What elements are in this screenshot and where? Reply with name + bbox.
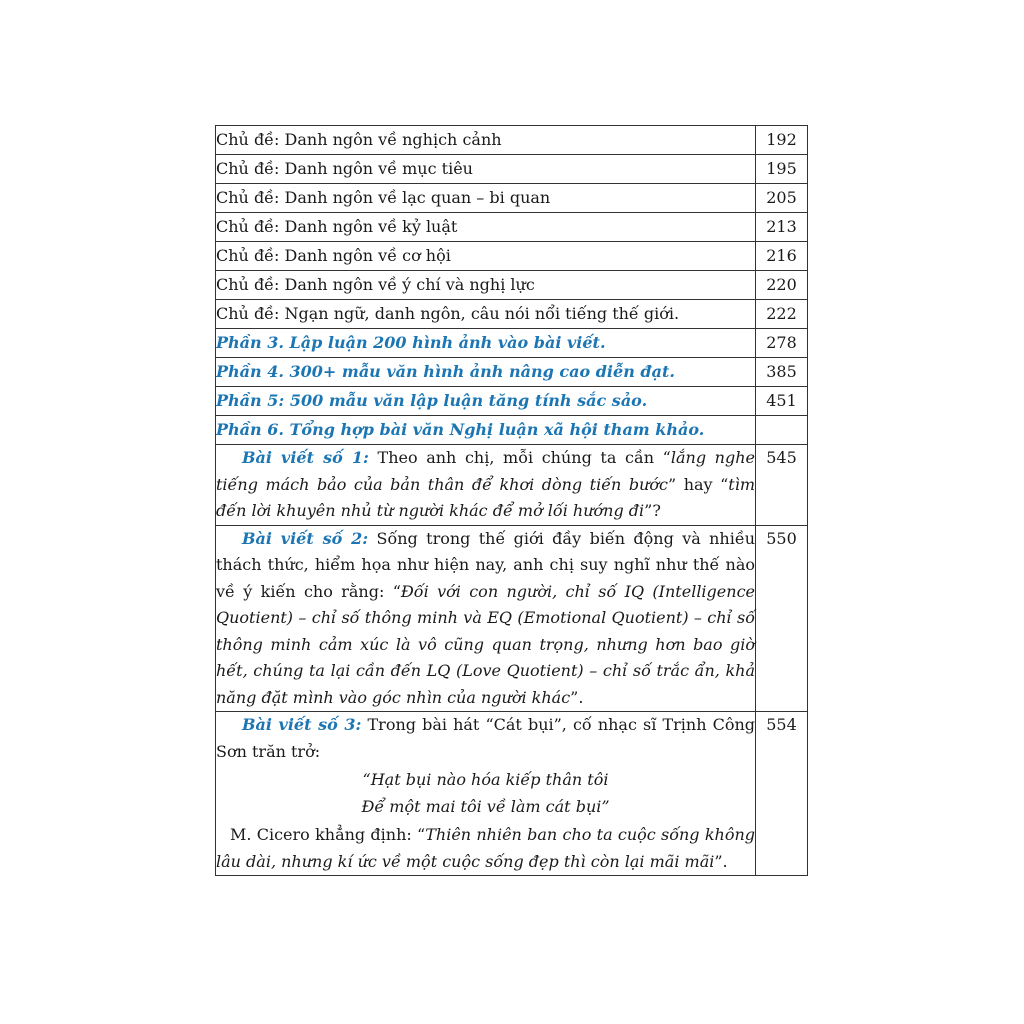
part-title: Phần 3. Lập luận 200 hình ảnh vào bài viết. [216, 329, 756, 358]
page-number: 205 [756, 184, 808, 213]
topic-title: Danh ngôn về ý chí và nghị lực [284, 275, 535, 294]
toc-row [216, 126, 808, 155]
toc-row [216, 155, 808, 184]
topic-title: Danh ngôn về mục tiêu [284, 159, 473, 178]
topic-title: Danh ngôn về lạc quan – bi quan [284, 188, 551, 207]
article-entry [216, 525, 756, 712]
poem-line: “Hạt bụi nào hóa kiếp thân tôi [362, 770, 609, 789]
topic-label: Chủ đề: [216, 159, 280, 178]
toc-row [216, 358, 808, 387]
page-number: 451 [756, 387, 808, 416]
article-text: M. Cicero khẳng định: “ [230, 825, 426, 844]
page-number: 220 [756, 271, 808, 300]
topic-label: Chủ đề: [216, 304, 280, 323]
table-of-contents [215, 125, 808, 876]
toc-entry [216, 300, 756, 329]
article-label: Bài viết số 1: [242, 448, 369, 467]
part-title: Phần 6. Tổng hợp bài văn Nghị luận xã hội tham khảo. [216, 416, 756, 445]
toc-row [216, 271, 808, 300]
page-number: 222 [756, 300, 808, 329]
article-quote: Thiên nhiên ban cho ta cuộc sống không lâu dài, nhưng kí ức về một cuộc sống đẹp thì còn lại mãi mãi [216, 825, 755, 871]
article-quote: Đối với con người, chỉ số IQ (Intelligence Quotient) – chỉ số thông minh và EQ (Emotional Quotient) – chỉ số thông minh cảm xúc là vô cũng quan trọng, nhưng hơn bao giờ hết, chúng ta lại cần đến LQ (Love Quotient) – chỉ số trắc ẩn, khả năng đặt mình vào góc nhìn của người khác [216, 581, 755, 707]
toc-row [216, 329, 808, 358]
toc-row [216, 387, 808, 416]
article-text: ”. [714, 851, 728, 871]
toc-row [216, 184, 808, 213]
part-title: Phần 4. 300+ mẫu văn hình ảnh nâng cao diễn đạt. [216, 358, 756, 387]
article-label: Bài viết số 2: [242, 528, 369, 548]
topic-label: Chủ đề: [216, 188, 280, 207]
article-text: Trong bài hát “Cát bụi”, cố nhạc sĩ Trịnh Công Sơn trăn trở: [216, 715, 756, 761]
page-number: 385 [756, 358, 808, 387]
page-number: 545 [756, 445, 808, 526]
article-quote: lắng nghe tiếng mách bảo của bản thân để khơi dòng tiến bước [216, 448, 756, 494]
article-entry [216, 445, 756, 526]
topic-label: Chủ đề: [216, 130, 280, 149]
toc-row [216, 300, 808, 329]
article-text: Theo anh chị, mỗi chúng ta cần “ [377, 448, 671, 467]
topic-title: Danh ngôn về cơ hội [284, 246, 451, 265]
toc-entry [216, 242, 756, 271]
topic-title: Danh ngôn về nghịch cảnh [284, 130, 502, 149]
page-number [756, 416, 808, 445]
toc-row [216, 525, 808, 712]
page-number: 195 [756, 155, 808, 184]
article-quote-paragraph [216, 822, 755, 875]
page-number: 192 [756, 126, 808, 155]
topic-label: Chủ đề: [216, 217, 280, 236]
toc-row [216, 712, 808, 876]
article-intro [216, 712, 755, 765]
toc-entry [216, 126, 756, 155]
page-number: 554 [756, 712, 808, 876]
toc-row [216, 213, 808, 242]
toc-row [216, 242, 808, 271]
toc-entry [216, 271, 756, 300]
toc-row [216, 416, 808, 445]
part-title: Phần 5: 500 mẫu văn lập luận tăng tính sắc sảo. [216, 387, 756, 416]
page-number: 550 [756, 525, 808, 712]
toc-row [216, 445, 808, 526]
topic-title: Danh ngôn về kỷ luật [284, 217, 458, 236]
article-text: ”. [570, 687, 584, 707]
page-number: 278 [756, 329, 808, 358]
page-number: 216 [756, 242, 808, 271]
article-entry [216, 712, 756, 876]
article-text: ”? [644, 501, 661, 520]
toc-entry [216, 213, 756, 242]
topic-label: Chủ đề: [216, 275, 280, 294]
page-number: 213 [756, 213, 808, 242]
toc-entry [216, 155, 756, 184]
article-label: Bài viết số 3: [242, 715, 362, 734]
topic-label: Chủ đề: [216, 246, 280, 265]
article-quote: tìm đến lời khuyên nhủ từ người khác để mở lối hướng đi [216, 474, 755, 520]
toc-entry [216, 184, 756, 213]
article-text: ” hay “ [668, 474, 729, 494]
article-text: Sống trong thế giới đầy biến động và nhiều thách thức, hiểm họa như hiện nay, anh chị suy nghĩ như thế nào về ý kiến cho rằng: “ [216, 528, 756, 601]
topic-title: Ngạn ngữ, danh ngôn, câu nói nổi tiếng thế giới. [284, 304, 680, 323]
poem-line: Để một mai tôi về làm cát bụi” [361, 796, 610, 816]
